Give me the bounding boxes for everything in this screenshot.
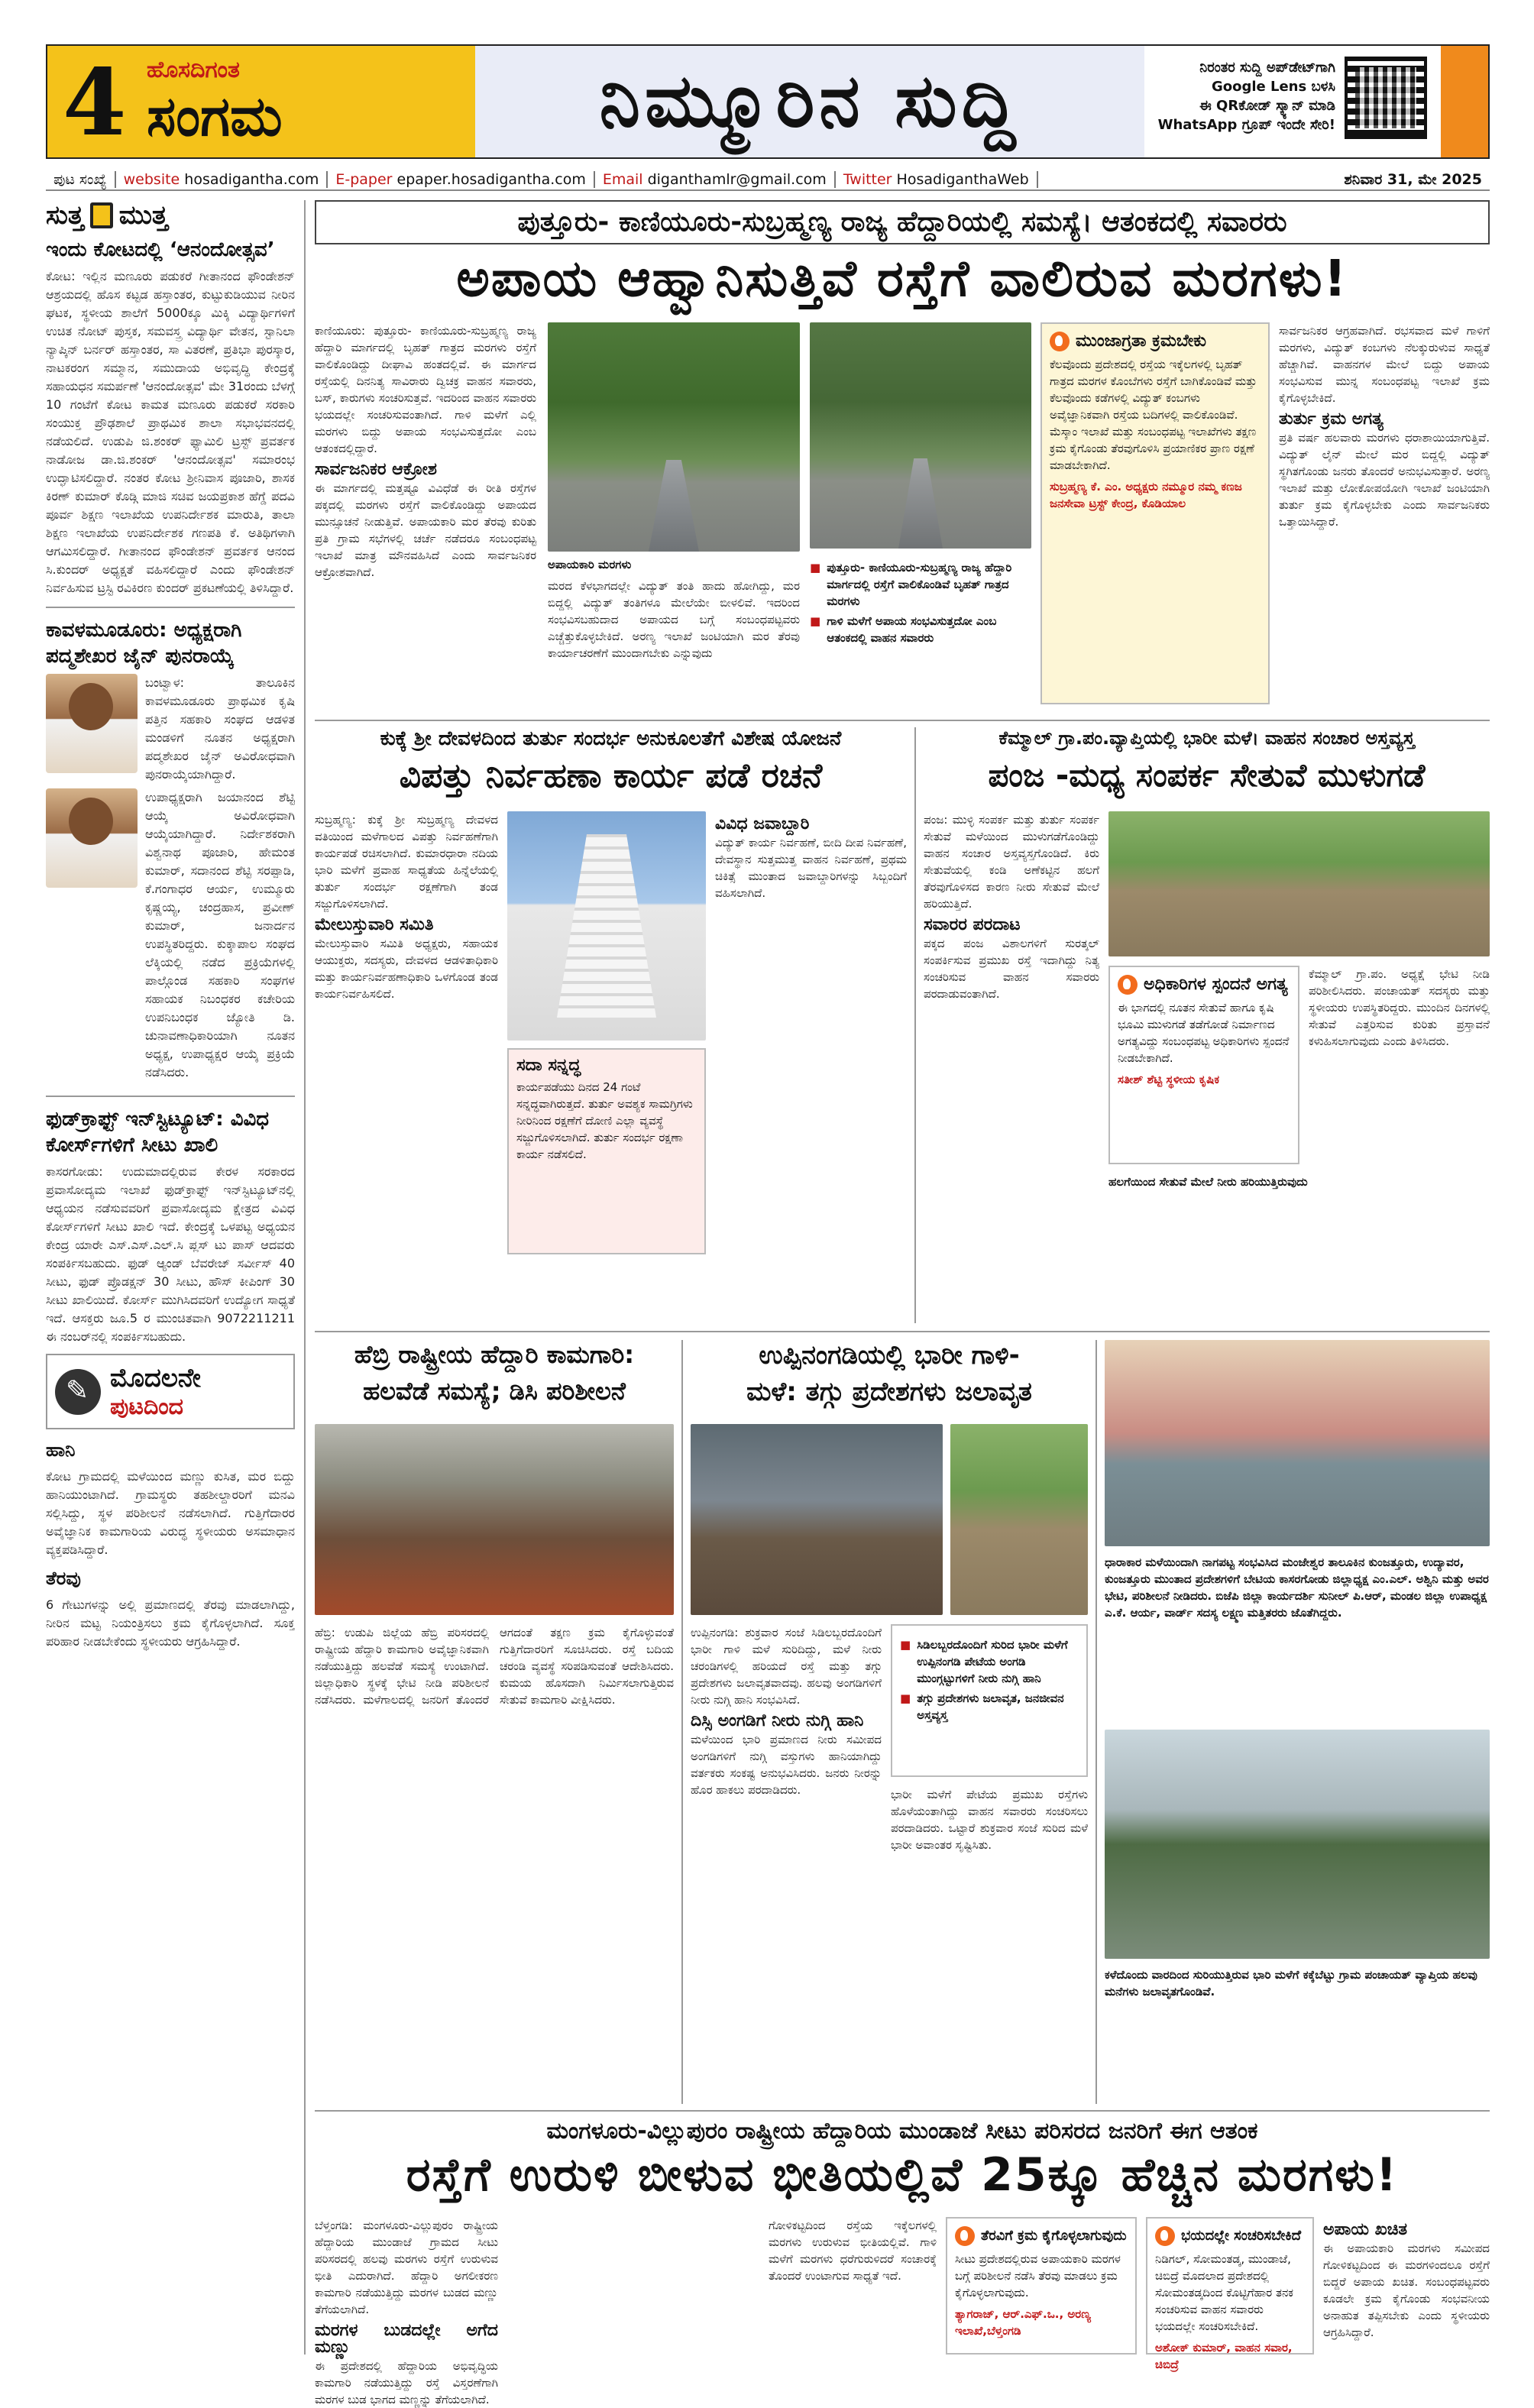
story-kicker: ಕುಕ್ಕೆ ಶ್ರೀ ದೇವಳದಿಂದ ತುರ್ತು ಸಂದರ್ಭ ಅನುಕೂಲತೆಗೆ ವಿಶೇಷ ಯೋಜನೆ [380,727,842,750]
website-label: website [123,171,180,188]
opinion-byline: ಸುಬ್ರಹ್ಮಣ್ಯ ಕೆ. ಎಂ. ಅಧ್ಯಕ್ಷರು ನಮ್ಮೂರ ನಮ್ಮ ಕಣಜ ಜನಸೇವಾ ಟ್ರಸ್ಟ್ ಕೇಂದ್ರ, ಕೊಡಿಯಾಲ [1050,480,1242,510]
officials-box-title-text: ಅಧಿಕಾರಿಗಳ ಸ್ಪಂದನೆ ಅಗತ್ಯ [1144,975,1288,994]
main-area [315,200,1490,2406]
story-text: ಉಪ್ಪಿನಂಗಡಿ: ಶುಕ್ರವಾರ ಸಂಜೆ ಸಿಡಿಲಬ್ಬರದೊಂದಿಗೆ ಭಾರೀ ಗಾಳಿ ಮಳೆ ಸುರಿದಿದ್ದು, ಮಳೆ ನೀರು ಚರಂಡಿಗಳಲ್ಲಿ ಹರಿಯದೆ ರಸ್ತೆ ಮತ್ತು ತಗ್ಗು ಪ್ರದೇಶಗಳು ಜಲಾವೃತವಾದವು. ಹಲವು ಅಂಗಡಿಗಳಿಗೆ ನೀರು ನುಗ್ಗಿ ಹಾನಿ ಸಂಭವಿಸಿದೆ. [691,1626,882,1707]
photo-caption: ಹಲಗೆಯಿಂದ ಸೇತುವೆ ಮೇಲೆ ನೀರು ಹರಿಯುತ್ತಿರುವುದು [1108,1175,1308,1189]
pull-quote-item: ■ ಪುತ್ತೂರು- ಕಾಣಿಯೂರು-ಸುಬ್ರಹ್ಮಣ್ಯ ರಾಜ್ಯ ಹೆದ್ದಾರಿ ಮಾರ್ಗದಲ್ಲಿ ರಸ್ತೆಗೆ ವಾಲಿಕೊಂಡಿವೆ ಬೃಹತ್ ಗಾತ್ರದ ಮರಗಳು [810,559,1031,610]
story-headline[interactable]: ಅಪಾಯ ಆಹ್ವಾನಿಸುತ್ತಿವೆ ರಸ್ತೆಗೆ ವಾಲಿರುವ ಮರಗಳು! [456,249,1348,308]
story-headline-2[interactable]: ಹಲವೆಡೆ ಸಮಸ್ಯೆ; ಡಿಸಿ ಪರಿಶೀಲನೆ [363,1377,626,1406]
quote-box-title-text: ಭಯದಲ್ಲೇ ಸಂಚರಿಸಬೇಕಿದೆ [1181,2228,1302,2244]
page-number: 4 [63,49,127,157]
story-text: ಸಾರ್ವಜನಿಕರ ಆಗ್ರಹವಾಗಿದೆ. ರಭಸವಾದ ಮಳೆ ಗಾಳಿಗೆ ಮರಗಳು, ವಿದ್ಯುತ್ ಕಂಬಗಳು ನೆಲಕ್ಕುರುಳುವ ಸಾಧ್ಯತೆ ಹೆಚ್ಚಾಗಿವೆ. ವಾಹನಗಳ ಮೇಲೆ ಬಿದ್ದು ಅಪಾಯ ಸಂಭವಿಸುವ ಮುನ್ನ ಸಂಬಂಧಪಟ್ಟ ಇಲಾಖೆ ಕ್ರಮ ಕೈಗೊಳ್ಳಬೇಕಿದೆ. [1279,324,1490,405]
flooded-bridge-photo [1108,811,1490,956]
left-story-body: 6 ಗೇಟುಗಳನ್ನು ಅಲ್ಲಿ ಪ್ರಮಾಣದಲ್ಲಿ ತೆರವು ಮಾಡಲಾಗಿದ್ದು, ನೀರಿನ ಮಟ್ಟ ನಿಯಂತ್ರಿಸಲು ಕ್ರಮ ಕೈಗೊಳ್ಳಲಾಗಿದೆ. ಸೂಕ್ತ ಪರಿಹಾರ ನೀಡಬೇಕೆಂದು ಸ್ಥಳೀಯರು ಆಗ್ರಹಿಸಿದ್ದಾರೆ. [46,1597,295,1649]
story-column: ಗೋಳಿಕಟ್ಟದಿಂದ ರಸ್ತೆಯ ಇಕ್ಕೆಲಗಳಲ್ಲಿ ಮರಗಳು ಉರುಳುವ ಭೀತಿಯಲ್ಲಿವೆ. ಗಾಳಿ ಮಳೆಗೆ ಮರಗಳು ಧರೆಗುರುಳಿದರೆ ಸಂಚಾರಕ್ಕೆ ತೊಂದರೆ ಉಂಟಾಗುವ ಸಾಧ್ಯತೆ ಇದೆ. [769,2219,937,2283]
flooded-fields-photo [1105,1730,1490,1959]
section-divider [914,727,916,1323]
portrait-photo [46,788,138,888]
story-column [315,811,498,1316]
issue-date: ಶನಿವಾರ 31, ಮೇ 2025 [1344,171,1482,188]
story-subhead: ವಿವಿಧ ಜವಾಬ್ದಾರಿ [715,814,810,833]
story-column [691,1624,882,2083]
left-story-body: ಕೋಟ ಗ್ರಾಮದಲ್ಲಿ ಮಳೆಯಿಂದ ಮಣ್ಣು ಕುಸಿತ, ಮರ ಬಿದ್ದು ಹಾನಿಯುಂಟಾಗಿದೆ. ಗ್ರಾಮಸ್ಥರು ತಹಶೀಲ್ದಾರರಿಗೆ ಮನವಿ ಸಲ್ಲಿಸಿದ್ದು, ಸ್ಥಳ ಪರಿಶೀಲನೆ ನಡೆಸಲಾಗಿದೆ. ಗುತ್ತಿಗೆದಾರರ ಅವೈಜ್ಞಾನಿಕ ಕಾಮಗಾರಿಯ ವಿರುದ್ಧ ಸ್ಥಳೀಯರು ಅಸಮಾಧಾನ ವ್ಯಕ್ತಪಡಿಸಿದ್ದಾರೆ. [46,1469,295,1557]
flood-visit-photo [1105,1340,1490,1546]
email-label: Email [602,171,643,188]
story-text: ಪ್ರತಿ ವರ್ಷ ಹಲವಾರು ಮರಗಳು ಧರಾಶಾಯಿಯಾಗುತ್ತಿವೆ. ವಿದ್ಯುತ್ ಲೈನ್ ಮೇಲೆ ಮರ ಬಿದ್ದಲ್ಲಿ ವಿದ್ಯುತ್ ಸ್ಥಗಿತಗೊಂಡು ಜನರು ತೊಂದರೆ ಅನುಭವಿಸುತ್ತಾರೆ. ಅರಣ್ಯ ಇಲಾಖೆ ಮತ್ತು ಲೋಕೋಪಯೋಗಿ ಇಲಾಖೆ ಜಂಟಿಯಾಗಿ ತುರ್ತು ಕ್ರಮ ಕೈಗೊಳ್ಳಬೇಕು ಎಂದು ಸಾರ್ವಜನಿಕರು ಒತ್ತಾಯಿಸಿದ್ದಾರೆ. [1279,431,1490,529]
pull-quote-item: ■ ಗಾಳಿ ಮಳೆಗೆ ಅಪಾಯ ಸಂಭವಿಸುತ್ತದೋ ಎಂಬ ಆತಂಕದಲ್ಲಿ ವಾಹನ ಸವಾರರು [810,613,1031,646]
official-quote-box [946,2217,1137,2355]
epaper-value: epaper.hosadigantha.com [396,171,586,188]
column-tag-a: ಸುತ್ತ [46,200,84,231]
website-link[interactable] [116,171,328,188]
masthead-brand-block [47,46,475,157]
story-headline[interactable]: ರಸ್ತೆಗೆ ಉರುಳಿ ಬೀಳುವ ಭೀತಿಯಲ್ಲಿವೆ 25ಕ್ಕೂ ಹೆಚ್ಚಿನ ಮರಗಳು! [406,2148,1399,2202]
epaper-link[interactable] [328,171,594,188]
quote-box-title [1155,2226,1305,2246]
quote-icon [1155,2226,1175,2246]
qr-note-line: WhatsApp ಗ್ರೂಪ್ ಇಂದೇ ಸೇರಿ! [1157,117,1335,133]
story-column: ಮರದ ಕೆಳಭಾಗದಲ್ಲೇ ವಿದ್ಯುತ್ ತಂತಿ ಹಾದು ಹೋಗಿದ್ದು, ಮರ ಬಿದ್ದಲ್ಲಿ ವಿದ್ಯುತ್ ತಂತಿಗಳೂ ಮೇಲೆಯೇ ಬೀಳಲಿವೆ. ಇದರಿಂದ ಸಂಭವಿಸಬಹುದಾದ ಅಪಾಯದ ಬಗ್ಗೆ ಸಂಬಂಧಪಟ್ಟವರು ಎಚ್ಚೆತ್ತುಕೊಳ್ಳಬೇಕಿದೆ. ಅರಣ್ಯ ಇಲಾಖೆ ಜಂಟಿಯಾಗಿ ಮರ ತೆರವು ಕಾರ್ಯಾಚರಣೆಗೆ ಮುಂದಾಗಬೇಕು ಎನ್ನುವುದು [548,579,800,660]
left-story-body: ಕಾಸರಗೋಡು: ಉದುಮಾದಲ್ಲಿರುವ ಕೇರಳ ಸರಕಾರದ ಪ್ರವಾಸೋದ್ಯಮ ಇಲಾಖೆ ಫುಡ್‌ಕ್ರಾಫ್ಟ್ ಇನ್‌ಸ್ಟಿಟ್ಯೂಟ್‌ನಲ್ಲಿ ಆಧ್ಯಯನ ನಡೆಸುವವರಿಗೆ ಪ್ರವಾಸೋದ್ಯಮ ಕ್ಷೇತ್ರದ ವಿವಿಧ ಕೋರ್ಸ್‌ಗಳಿಗೆ ಸೀಟು ಖಾಲಿ ಇದೆ. ಕೇಂದ್ರಕ್ಕೆ ಒಳಪಟ್ಟ ಅಧ್ಯಯನ ಕೇಂದ್ರ ಯಾರೇ ಎಸ್.ಎಸ್.ಎಲ್.ಸಿ ಪ್ಲಸ್ ಟು ಪಾಸ್ ಆದವರು ಸಂಪರ್ಕಿಸಬಹುದು. ಫುಡ್ ಆ್ಯಂಡ್ ಬೆವರೇಜ್ ಸರ್ವೀಸ್ 40 ಸೀಟು, ಫುಡ್ ಪ್ರೊಡಕ್ಷನ್ 30 ಸೀಟು, ಹೌಸ್ ಕೀಪಿಂಗ್ 30 ಸೀಟು ಖಾಲಿಯಿದೆ. ಕೋರ್ಸ್ ಮುಗಿಸಿದವರಿಗೆ ಉದ್ಯೋಗ ಸಾಧ್ಯತೆ ಇದೆ. ಆಸಕ್ತರು ಜೂ.5 ರ ಮುಂಚಿತವಾಗಿ 9072211211 ಈ ನಂಬರ್‌ನಲ್ಲಿ ಸಂಪರ್ಕಿಸಬಹುದು. [46,1164,295,1344]
story-text: ಪಂಜ: ಮುಳ್ಳಿ ಸಂಪರ್ಕ ಮತ್ತು ತುರ್ತು ಸಂಪರ್ಕ ಸೇತುವೆ ಮಳೆಯಿಂದ ಮುಳುಗಡೆಗೊಂಡಿದ್ದು ವಾಹನ ಸಂಚಾರ ಅಸ್ತವ್ಯಸ್ತಗೊಂಡಿದೆ. ಕಿರು ಸೇತುವೆಯಲ್ಲಿ ಕಂಡಿ ಅಣೆಕಟ್ಟಿನ ಹಲಗೆ ತೆರವುಗೊಳಿಸದ ಕಾರಣ ನೀರು ಸೇತುವೆ ಮೇಲೆ ಹರಿಯುತ್ತಿದೆ. [924,813,1099,911]
story-text: ಬೆಳ್ತಂಗಡಿ: ಮಂಗಳೂರು-ವಿಲ್ಲುಪುರಂ ರಾಷ್ಟ್ರೀಯ ಹೆದ್ದಾರಿಯ ಮುಂಡಾಜೆ ಗ್ರಾಮದ ಸೀಟು ಪರಿಸರದಲ್ಲಿ ಹಲವು ಮರಗಳು ರಸ್ತೆಗೆ ಉರುಳುವ ಭೀತಿ ಎದುರಾಗಿದೆ. ಹೆದ್ದಾರಿ ಅಗಲೀಕರಣ ಕಾಮಗಾರಿ ನಡೆಯುತ್ತಿದ್ದು ಮರಗಳ ಬುಡದ ಮಣ್ಣು ತೆಗೆಯಲಾಗಿದೆ. [315,2219,498,2316]
column-tag [46,200,295,231]
email-link[interactable] [595,171,836,188]
story-column [1323,2217,1490,2355]
officials-box [1108,966,1299,1164]
story-column [1279,322,1490,704]
opinion-title [1050,332,1261,351]
left-story-headline[interactable]: ಹಾನಿ [46,1439,76,1461]
left-story-headline[interactable]: ಇಂದು ಕೋಟದಲ್ಲಿ ‘ಆನಂದೋತ್ಸವ’ [46,238,275,261]
book-icon [90,202,113,228]
twitter-value: HosadiganthaWeb [896,171,1029,188]
story-column: ಕೆಮ್ಮಾಲ್ ಗ್ರಾ.ಪಂ. ಅಧ್ಯಕ್ಷೆ ಭೇಟಿ ನೀಡಿ ಪರಿಶೀಲಿಸಿದರು. ಪಂಚಾಯತ್ ಸದಸ್ಯರು ಮತ್ತು ಸ್ಥಳೀಯರು ಉಪಸ್ಥಿತರಿದ್ದರು. ಮುಂದಿನ ದಿನಗಳಲ್ಲಿ ಸೇತುವೆ ಎತ್ತರಿಸುವ ಕುರಿತು ಪ್ರಸ್ತಾವನೆ ಕಳುಹಿಸಲಾಗುವುದು ಎಂದು ತಿಳಿಸಿದರು. [1309,967,1490,1048]
photo-caption: ಕಳೆದೊಂದು ವಾರದಿಂದ ಸುರಿಯುತ್ತಿರುವ ಭಾರಿ ಮಳೆಗೆ ಕಕ್ಕೆಬೆಟ್ಟು ಗ್ರಾಮ ಪಂಚಾಯತ್ ವ್ಯಾಪ್ತಿಯ ಹಲವು ಮನೆಗಳು ಜಲಾವೃತಗೊಂಡಿವೆ. [1105,1968,1477,1999]
left-column [46,200,306,2355]
story-column [315,2217,498,2406]
divider [46,607,295,608]
temple-photo [507,811,706,1041]
qr-note [1152,58,1335,134]
inspection-photo [315,1424,674,1615]
story-uppinangady-rain [691,1340,1088,2104]
story-subhead: ಮೇಲುಸ್ತುವಾರಿ ಸಮಿತಿ [315,915,434,934]
continued-title: ಮೊದಲನೇ [110,1363,201,1393]
story-text: ಕಾಣಿಯೂರು: ಪುತ್ತೂರು- ಕಾಣಿಯೂರು-ಸುಬ್ರಹ್ಮಣ್ಯ ರಾಜ್ಯ ಹೆದ್ದಾರಿ ಮಾರ್ಗದಲ್ಲಿ ಬೃಹತ್ ಗಾತ್ರದ ಮರಗಳು ರಸ್ತೆಗೆ ವಾಲಿಕೊಂಡಿದ್ದು ದೀಘಾವಿ ಹಂತದಲ್ಲಿವೆ. ಈ ಮಾರ್ಗದ ರಸ್ತೆಯಲ್ಲಿ ದಿನನಿತ್ಯ ಸಾವಿರಾರು ದ್ವಿಚಕ್ರ ವಾಹನ ಸವಾರರು, ಬಸ್, ಕಾರುಗಳು ಸಂಚರಿಸುತ್ತವೆ. ಇದರಿಂದ ವಾಹನ ಸವಾರರು ಭಯದಲ್ಲೇ ಸಂಚರಿಸುವಂತಾಗಿದೆ. ಗಾಳಿ ಮಳೆಗೆ ಎಲ್ಲಿ ಮರಗಳು ಬಿದ್ದು ಅಪಾಯ ಸಂಭವಿಸುತ್ತದೋ ಎಂಬ ಆತಂಕದಲ್ಲಿದ್ದಾರೆ. [315,324,536,455]
story-kasaragod-visit [1105,1340,1490,2104]
story-subhead: ಸಾರ್ವಜನಿಕರ ಆಕ್ರೋಶ [315,460,437,479]
qr-note-line: ನಿರಂತರ ಸುದ್ದಿ ಅಪ್‌ಡೇಟ್‌ಗಾಗಿ [1199,60,1335,76]
story-subhead: ಮರಗಳ ಬುಡದಲ್ಲೇ ಅಗೆದ ಮಣ್ಣು [315,2321,498,2357]
left-story-body: ಬಂಟ್ವಾಳ: ತಾಲೂಕಿನ ಕಾವಳಮೂಡೂರು ಪ್ರಾಥಮಿಕ ಕೃಷಿ ಪತ್ತಿನ ಸಹಕಾರಿ ಸಂಘದ ಆಡಳಿತ ಮಂಡಳಿಗೆ ನೂತನ ಅಧ್ಯಕ್ಷರಾಗಿ ಪದ್ಮಶೇಖರ ಜೈನ್ ಅವಿರೋಧವಾಗಿ ಪುನರಾಯ್ಕೆಯಾಗಿದ್ದಾರೆ. [145,675,295,782]
section-label: ಪುಟ ಸಂಖ್ಯೆ [46,171,116,188]
story-headline[interactable]: ಪಂಜ -ಮಧ್ಯ ಸಂಪರ್ಕ ಸೇತುವೆ ಮುಳುಗಡೆ [988,756,1426,794]
story-kicker: ಕೆಮ್ಮಾಲ್ ಗ್ರಾ.ಪಂ.ವ್ಯಾಪ್ತಿಯಲ್ಲಿ ಭಾರೀ ಮಳೆ। ವಾಹನ ಸಂಚಾರ ಅಸ್ತವ್ಯಸ್ತ [998,727,1415,749]
story-mundaje-trees [315,2118,1490,2406]
opinion-title-text: ಮುಂಜಾಗ್ರತಾ ಕ್ರಮಬೇಕು [1076,332,1207,351]
twitter-label: Twitter [843,171,892,188]
story-text: ಮಳೆಯಿಂದ ಭಾರಿ ಪ್ರಮಾಣದ ನೀರು ಸಮೀಪದ ಅಂಗಡಿಗಳಿಗೆ ನುಗ್ಗಿ ವಸ್ತುಗಳು ಹಾನಿಯಾಗಿದ್ದು ವರ್ತಕರು ಸಂಕಷ್ಟ ಅನುಭವಿಸಿದರು. ಜನರು ನೀರನ್ನು ಹೊರ ಹಾಕಲು ಪರದಾಡಿದರು. [691,1733,882,1797]
waterlogged-road-photo [950,1424,1088,1615]
brand-big: ಸಂಗಮ [147,84,283,148]
story-text: ಮೇಲುಸ್ತುವಾರಿ ಸಮಿತಿ ಅಧ್ಯಕ್ಷರು, ಸಹಾಯಕ ಆಯುಕ್ತರು, ಸದಸ್ಯರು, ದೇವಳದ ಆಡಳಿತಾಧಿಕಾರಿ ಮತ್ತು ಕಾರ್ಯನಿರ್ವಹಣಾಧಿಕಾರಿ ಒಳಗೊಂಡ ತಂಡ ಕಾರ್ಯನಿರ್ವಹಿಸಲಿದೆ. [315,937,498,1001]
page-title: ನಿಮ್ಮೂರಿನ ಸುದ್ದಿ [599,58,1021,144]
info-box-text: ಕಾರ್ಯಪಡೆಯು ದಿನದ 24 ಗಂಟೆ ಸನ್ನದ್ಧವಾಗಿರುತ್ತದೆ. ತುರ್ತು ಅವಶ್ಯಕ ಸಾಮಗ್ರಿಗಳು ನೀರಿನಿಂದ ರಕ್ಷಣೆಗೆ ದೋಣಿ ಎಲ್ಲಾ ವ್ಯವಸ್ಥೆ ಸಜ್ಜುಗೊಳಿಸಲಾಗಿದೆ. ತುರ್ತು ಸಂದರ್ಭ ರಕ್ಷಣಾ ಕಾರ್ಯ ನಡೆಸಲಿದೆ. [516,1080,693,1161]
left-story-headline[interactable]: ತೆರವು [46,1568,81,1589]
photo-row [46,788,295,1086]
quote-icon [955,2226,975,2246]
officials-box-byline: ಸತೀಶ್ ಶೆಟ್ಟಿ ಸ್ಥಳೀಯ ಕೃಷಿಕ [1118,1073,1220,1086]
qr-note-line: ಈ QRಕೋಡ್ ಸ್ಕ್ಯಾನ್ ಮಾಡಿ [1199,98,1335,114]
story-kicker: ಪುತ್ತೂರು- ಕಾಣಿಯೂರು-ಸುಬ್ರಹ್ಮಣ್ಯ ರಾಜ್ಯ ಹೆದ್ದಾರಿಯಲ್ಲಿ ಸಮಸ್ಯೆ। ಆತಂಕದಲ್ಲಿ ಸವಾರರು [315,200,1490,244]
qr-code-icon[interactable] [1345,57,1427,139]
story-subhead: ದಿಸ್ಸಿ ಅಂಗಡಿಗೆ ನೀರು ನುಗ್ಗಿ ಹಾನಿ [691,1711,864,1730]
story-column [924,811,1099,1316]
email-value: diganthamlr@gmail.com [647,171,827,188]
masthead-title-block [475,46,1144,157]
story-subhead: ಸವಾರರ ಪರದಾಟ [924,915,1021,934]
story-subhead: ತುರ್ತು ಕ್ರಮ ಅಗತ್ಯ [1279,409,1384,429]
left-story-headline[interactable]: ಕಾವಳಮೂಡೂರು: ಅಧ್ಯಕ್ಷರಾಗಿ ಪದ್ಮಶೇಖರ ಜೈನ್ ಪುನರಾಯ್ಕೆ [46,619,242,668]
story-column [715,811,907,1316]
officials-box-title [1118,975,1290,995]
quote-box-title-text: ತೆರವಿಗೆ ಕ್ರಮ ಕೈಗೊಳ್ಳಲಾಗುವುದು [981,2228,1127,2244]
section-divider [315,1331,1490,1332]
masthead-qr-block [1144,46,1488,157]
section-divider [315,2110,1490,2112]
divider [46,1096,295,1097]
epaper-label: E-paper [335,171,393,188]
highlight-item: ■ ತಗ್ಗು ಪ್ರದೇಶಗಳು ಜಲಾವೃತ, ಜನಜೀವನ ಅಸ್ತವ್ಯಸ್ತ [900,1690,1079,1723]
section-divider [315,720,1490,721]
story-text: ವಿದ್ಯುತ್ ಕಾರ್ಯ ನಿರ್ವಹಣೆ, ಬೀದಿ ದೀಪ ನಿರ್ವಹಣೆ, ದೇವಸ್ಥಾನ ಸುತ್ತಮುತ್ತ ವಾಹನ ನಿರ್ವಹಣೆ, ಪ್ರಥಮ ಚಿಕಿತ್ಸೆ ಮುಂತಾದ ಜವಾಬ್ದಾರಿಗಳನ್ನು ಸಿಬ್ಬಂದಿಗೆ ವಹಿಸಲಾಗಿದೆ. [715,836,907,900]
section-divider [1095,1340,1097,2104]
story-headline[interactable]: ಹೆಬ್ರಿ ರಾಷ್ಟ್ರೀಯ ಹೆದ್ದಾರಿ ಕಾಮಗಾರಿ: [354,1340,635,1369]
story-dangerous-trees [315,200,1490,712]
story-text: ಸುಬ್ರಹ್ಮಣ್ಯ: ಕುಕ್ಕೆ ಶ್ರೀ ಸುಬ್ರಹ್ಮಣ್ಯ ದೇವಳದ ವತಿಯಿಂದ ಮಳೆಗಾಲದ ವಿಪತ್ತು ನಿರ್ವಹಣೆಗಾಗಿ ಕಾರ್ಯಪಡೆ ರಚಿಸಲಾಗಿದೆ. ಕುಮಾರಧಾರಾ ನದಿಯ ಭಾರಿ ಮಳೆಗೆ ಪ್ರವಾಹ ಸಾಧ್ಯತೆಯ ಹಿನ್ನೆಲೆಯಲ್ಲಿ ತುರ್ತು ಸಂದರ್ಭ ರಕ್ಷಣೆಗಾಗಿ ತಂಡ ಸಜ್ಜುಗೊಳಿಸಲಾಗಿದೆ. [315,813,498,911]
front-page-continued [46,1354,295,1429]
quote-box-byline: ಅಶೋಕ್ ಕುಮಾರ್, ವಾಹನ ಸವಾರ, ಚಿಬಿದ್ರೆ [1155,2341,1293,2371]
quote-box-text: ನಿಡಿಗಲ್, ಸೋಮಂತಡ್ಕ, ಮುಂಡಾಜೆ, ಚಿಬಿದ್ರೆ ಮೊದಲಾದ ಪ್ರದೇಶದಲ್ಲಿ ಸೋಮಂತಡ್ಕದಿಂದ ಕೊಟ್ಟಿಗೆಹಾರ ತನಕ ಸಂಚರಿಸುವ ವಾಹನ ಸವಾರರು ಭಯದಲ್ಲೇ ಸಂಚರಿಸಬೇಕಿದೆ. [1155,2252,1294,2333]
brand-small: ಹೊಸದಿಗಂತ [147,57,240,83]
quote-box-title [955,2226,1128,2246]
story-headline-2[interactable]: ಮಳೆ: ತಗ್ಗು ಪ್ರದೇಶಗಳು ಜಲಾವೃತ [746,1377,1032,1407]
flooded-street-photo [691,1424,943,1615]
highlights-box [891,1624,1088,1777]
quote-box-byline: ತ್ಯಾಗರಾಜ್, ಆರ್.ಎಫ್.ಒ., ಅರಣ್ಯ ಇಲಾಖೆ,ಬೆಳ್ತಂಗಡಿ [955,2307,1091,2338]
opinion-text: ಕೆಲವೊಂದು ಪ್ರದೇಶದಲ್ಲಿ ರಸ್ತೆಯ ಇಕ್ಕೆಲಗಳಲ್ಲಿ ಬೃಹತ್ ಗಾತ್ರದ ಮರಗಳ ಕೊಂಬೆಗಳು ರಸ್ತೆಗೆ ಬಾಗಿಕೊಂಡಿವೆ ಮತ್ತು ಕೆಲವೊಂದು ಕಡೆಗಳಲ್ಲಿ ವಿದ್ಯುತ್ ಕಂಬಗಳು ಅವೈಜ್ಞಾನಿಕವಾಗಿ ರಸ್ತೆಯ ಬದಿಗಳಲ್ಲಿ ವಾಲಿಕೊಂಡಿವೆ. ಮೆಸ್ಕಾಂ ಇಲಾಖೆ ಮತ್ತು ಸಂಬಂಧಪಟ್ಟ ಇಲಾಖೆಗಳು ತಕ್ಷಣ ಕ್ರಮ ಕೈಗೊಂಡು ತೆರವುಗೊಳಿಸಿ ಪ್ರಯಾಣಿಕರ ಪ್ರಾಣ ರಕ್ಷಣೆ ಮಾಡಬೇಕಾಗಿದೆ. [1050,358,1257,472]
photo-caption: ಅಪಾಯಕಾರಿ ಮರಗಳು [548,558,632,571]
website-value: hosadigantha.com [184,171,319,188]
left-story-body: ಕೋಟ: ಇಲ್ಲಿನ ಮಣೂರು ಪಡುಕರೆ ಗೀತಾನಂದ ಫೌಂಡೇಶನ್ ಆಶ್ರಯದಲ್ಲಿ ಹೊಸ ಕಟ್ಟಡ ಹಸ್ತಾಂತರ, ಕುಟ್ಟುಕುಡಿಯುವ ನೀರಿನ ಘಟಕ, ಸ್ಥಳೀಯ ಶಾಲೆಗೆ 5000ಕ್ಕೂ ಮಿಕ್ಕಿ ವಿದ್ಯಾರ್ಥಿಗಳಿಗೆ ಉಚಿತ ನೋಟ್ ಪುಸ್ತಕ, ಸಮವಸ್ತ್ರ ವಿದ್ಯಾರ್ಥಿ ವೇತನ, ಸ್ಟಾನಿಲಾ ನ್ಯಾಪ್ಕಿನ್ ಬರ್ನರ್ ಹಸ್ತಾಂತರ, ಸಾ ವಿತರಣೆ, ಪ್ರತಿಭಾ ಪುರಸ್ಕಾರ, ನಾಟಕರಂಗ ಸಮ್ಮಾನ, ಸಮುದಾಯ ಅಭಿವೃದ್ಧಿ ಕೇಂದ್ರಕ್ಕೆ ಸಹಾಯಧನ ಸಮರ್ಪಣೆ 'ಆನಂದೋತ್ಸವ' ಮೇ 31ರಂದು ಬೆಳಗ್ಗೆ 10 ಗಂಟೆಗೆ ಕೋಟ ಕಾಮತ ಮಣೂರು ಪಡುಕರೆ ಸರಕಾರಿ ಸಂಯುಕ್ತ ಪ್ರೌಢಶಾಲೆ ಪ್ರಾಥಮಿಕ ಶಾಲಾ ಸಭಾಭವನದಲ್ಲಿ ನಡೆಯಲಿದೆ. ಉಡುಪಿ ಜಿ.ಶಂಕರ್ ಫ್ಯಾಮಿಲಿ ಟ್ರಸ್ಟ್ ಪ್ರವರ್ತಕ ನಾಡೋಜ ಡಾ.ಜಿ.ಶಂಕರ್ 'ಆನಂದೋತ್ಸವ' ಸಮಾರಂಭ ಉದ್ಘಾಟಿಸಲಿದ್ದಾರೆ. ನಂತರ ಕೋಟ ಶ್ರೀನಿವಾಸ ಪೂಜಾರಿ, ಶಾಸಕ ಕಿರಣ್ ಕುಮಾರ್ ಕೊಡ್ಗಿ ಮಾಜಿ ಸಚಿವ ಜಯಪ್ರಕಾಶ ಹೆಗ್ಡೆ ಪದವಿ ಪೂರ್ವ ಶಿಕ್ಷಣ ಇಲಾಖೆಯ ಉಪನಿರ್ದೇಶಕ ಮಾರುತಿ, ತಾಲಾ ಶಿಕ್ಷಣ ಇಲಾಖೆಯ ಉಪನಿರ್ದೇಶಕ ಗಣಪತಿ ಕೆ. ಅತಿಥಿಗಳಾಗಿ ಆಗಮಿಸಲಿದ್ದಾರೆ. ಗೀತಾನಂದ ಫೌಂಡೇಶನ್ ಪ್ರವರ್ತಕ ಆನಂದ ಸಿ.ಕುಂದರ್ ಅಧ್ಯಕ್ಷತೆ ವಹಿಸಲಿದ್ದಾರೆ ಎಂದು ಫೌಂಡೇಶನ್ ನಿರ್ವಹಿಸುವ ಟ್ರಸ್ಟಿ ರವಿಕಿರಣ ಕುಂದರ್ ಪ್ರಕಟಣೆಯಲ್ಲಿ ತಿಳಿಸಿದ್ದಾರೆ. [46,269,295,595]
opinion-box [1040,322,1270,704]
story-headline[interactable]: ಉಪ್ಪಿನಂಗಡಿಯಲ್ಲಿ ಭಾರೀ ಗಾಳಿ- [759,1340,1020,1371]
masthead [46,44,1490,159]
pencil-icon [55,1369,101,1415]
story-bridge-submerged [924,727,1490,1323]
story-text: ಪಕ್ಕದ ಪಂಜ ವಿಶಾಲಗಳಿಗೆ ಸುರತ್ಕಲ್ ಸಂಪರ್ಕಿಸುವ ಪ್ರಮುಖ ರಸ್ತೆ ಇದಾಗಿದ್ದು ನಿತ್ಯ ಸಂಚರಿಸುವ ವಾಹನ ಸವಾರರು ಪರದಾಡುವಂತಾಗಿದೆ. [924,937,1099,1001]
quote-icon [1050,332,1070,351]
info-box [507,1048,706,1254]
rider-quote-box [1146,2217,1314,2371]
info-box-title: ಸದಾ ಸನ್ನದ್ಧ [516,1056,581,1075]
story-kicker: ಮಂಗಳೂರು-ವಿಲ್ಲುಪುರಂ ರಾಷ್ಟ್ರೀಯ ಹೆದ್ದಾರಿಯ ಮುಂಡಾಜೆ ಸೀಟು ಪರಿಸರದ ಜನರಿಗೆ ಈಗ ಆತಂಕ [546,2118,1258,2144]
story-column: ಭಾರೀ ಮಳೆಗೆ ಪೇಟೆಯ ಪ್ರಮುಖ ರಸ್ತೆಗಳು ಹೊಳೆಯಂತಾಗಿದ್ದು ವಾಹನ ಸವಾರರು ಸಂಚರಿಸಲು ಪರದಾಡಿದರು. ಒಟ್ಟಾರೆ ಶುಕ್ರವಾರ ಸಂಜೆ ಸುರಿದ ಮಳೆ ಭಾರೀ ಅವಾಂತರ ಸೃಷ್ಟಿಸಿತು. [891,1788,1088,1852]
story-text: ಈ ಪ್ರದೇಶದಲ್ಲಿ ಹೆದ್ದಾರಿಯ ಅಭಿವೃದ್ಧಿಯ ಕಾಮಗಾರಿ ನಡೆಯುತ್ತಿದ್ದು ರಸ್ತೆ ವಿಸ್ತರಣೆಗಾಗಿ ಮರಗಳ ಬುಡ ಭಾಗದ ಮಣ್ಣನ್ನು ತೆಗೆಯಲಾಗಿದೆ. [315,2359,498,2406]
section-divider [681,1340,683,2104]
story-text: ಈ ಅಪಾಯಕಾರಿ ಮರಗಳು ಸಮೀಪದ ಗೋಳಿಕಟ್ಟದಿಂದ ಈ ಮರಗಳಿಂದಲೂ ರಸ್ತೆಗೆ ಬಿದ್ದರೆ ಅಪಾಯ ಖಚಿತ. ಸಂಬಂಧಪಟ್ಟವರು ಕೂಡಲೇ ಕ್ರಮ ಕೈಗೊಂಡು ಸಂಭವನೀಯ ಅನಾಹುತ ತಪ್ಪಿಸಬೇಕು ಎಂದು ಸ್ಥಳೀಯರು ಆಗ್ರಹಿಸಿದ್ದಾರೆ. [1323,2241,1490,2339]
left-story-body: ಉಪಾಧ್ಯಕ್ಷರಾಗಿ ಜಯಾನಂದ ಶೆಟ್ಟಿ ಆಯ್ಕೆ ಅವಿರೋಧವಾಗಿ ಆಯ್ಕೆಯಾಗಿದ್ದಾರೆ. ನಿರ್ದೇಶಕರಾಗಿ ವಿಶ್ವನಾಥ ಪೂಜಾರಿ, ಹೇಮಂತ ಕುಮಾರ್, ಸದಾನಂದ ಶೆಟ್ಟಿ ಸರಪ್ಪಾಡಿ, ಕೆ.ಗಂಗಾಧರ ಆರ್ಯ, ಉಮ್ಮೂರು ಕೃಷ್ಣಯ್ಯ, ಚಂದ್ರಹಾಸ, ಪ್ರವೀಣ್ ಕುಮಾರ್, ಜನಾರ್ದನ ಉಪಸ್ಥಿತರಿದ್ದರು. ಕುಕ್ಕಾಪಾಲ ಸಂಘದ ಲೆಕ್ಕಿಯಲ್ಲಿ ನಡೆದ ಪ್ರಕ್ರಿಯೆಗಳಲ್ಲಿ ಪಾಲ್ಗೊಂಡ ಸಹಕಾರಿ ಸಂಘಗಳ ಸಹಾಯಕ ನಿಬಂಧಕರ ಕಚೇರಿಯ ಉಪನಿಬಂಧಕ ಜ್ಯೋತಿ ಡಿ. ಚುನಾವಣಾಧಿಕಾರಿಯಾಗಿ ನೂತನ ಅಧ್ಯಕ್ಷ, ಉಪಾಧ್ಯಕ್ಷರ ಆಯ್ಕೆ ಪ್ರಕ್ರಿಯೆ ನಡೆಸಿದರು. [145,790,295,1079]
photo-caption: ಧಾರಾಕಾರ ಮಳೆಯಿಂದಾಗಿ ನಾಗಪಟ್ಟ ಸಂಭವಿಸಿದ ಮಂಜೇಶ್ವರ ತಾಲೂಕಿನ ಕುಂಜತ್ತೂರು, ಉದ್ಯಾವರ, ಕುಂಜತ್ತೂರು ಮುಂತಾದ ಪ್ರದೇಶಗಳಿಗೆ ಬೇಟಿಯ ಕಾಸರಗೋಡು ಜಿಲ್ಲಾಧ್ಯಕ್ಷ ಎಂ.ಎಲ್. ಅಶ್ವಿನಿ ಮತ್ತು ಅವರ ಭೇಟಿ, ಪರಿಶೀಲನೆ ನೀಡಿದರು. ಬಿಜೆಪಿ ಜಿಲ್ಲಾ ಕಾರ್ಯದರ್ಶಿ ಸುನೀಲ್ ಪಿ.ಆರ್, ಮಂಡಲ ಜಿಲ್ಲಾ ಉಪಾಧ್ಯಕ್ಷ ಎ.ಕೆ. ಆರ್ಯ, ವಾರ್ಡ್ ಸದಸ್ಯ ಲಕ್ಷ್ಮಣ ಮತ್ತಿತರರು ಜೊತೆಗಿದ್ದರು. [1105,1555,1489,1620]
story-column: ಹೆಬ್ರಿ: ಉಡುಪಿ ಜಿಲ್ಲೆಯ ಹೆಬ್ರಿ ಪರಿಸರದಲ್ಲಿ ರಾಷ್ಟ್ರೀಯ ಹೆದ್ದಾರಿ ಕಾಮಗಾರಿ ಅವೈಜ್ಞಾನಿಕವಾಗಿ ನಡೆಯುತ್ತಿದ್ದು ಹಲವೆಡೆ ಸಮಸ್ಯೆ ಉಂಟಾಗಿದೆ. ಜಿಲ್ಲಾಧಿಕಾರಿ ಸ್ಥಳಕ್ಕೆ ಭೇಟಿ ನೀಡಿ ಪರಿಶೀಲನೆ ನಡೆಸಿದರು. ಮಳೆಗಾಲದಲ್ಲಿ ಜನರಿಗೆ ತೊಂದರೆ ಆಗದಂತೆ ತಕ್ಷಣ ಕ್ರಮ ಕೈಗೊಳ್ಳುವಂತೆ ಗುತ್ತಿಗೆದಾರರಿಗೆ ಸೂಚಿಸಿದರು. ರಸ್ತೆ ಬದಿಯ ಚರಂಡಿ ವ್ಯವಸ್ಥೆ ಸರಿಪಡಿಸುವಂತೆ ಆದೇಶಿಸಿದರು. ಕುಮಯ ಹೊಸದಾಗಿ ನಿರ್ಮಿಸಲಾಗುತ್ತಿರುವ ಸೇತುವೆ ಕಾಮಗಾರಿ ವೀಕ್ಷಿಸಿದರು. [315,1626,674,1707]
story-headline[interactable]: ವಿಪತ್ತು ನಿರ್ವಹಣಾ ಕಾರ್ಯ ಪಡೆ ರಚನೆ [399,756,823,795]
trees-road-photo [548,322,800,552]
portrait-photo [46,674,138,773]
trees-road-photo-2 [810,322,1031,549]
story-subhead: ಅಪಾಯ ಖಚಿತ [1323,2220,1408,2239]
continued-sub: ಪುಟದಿಂದ [110,1393,184,1420]
left-story-headline[interactable]: ಫುಡ್‌ಕ್ರಾಫ್ಟ್ ಇನ್‌ಸ್ಟಿಟ್ಯೂಟ್: ವಿವಿಧ ಕೋರ್ಸ್‌ಗಳಿಗೆ ಸೀಟು ಖಾಲಿ [46,1108,270,1157]
officials-box-text: ಈ ಭಾಗದಲ್ಲಿ ನೂತನ ಸೇತುವೆ ಹಾಗೂ ಕೃಷಿ ಭೂಮಿ ಮುಳುಗಡೆ ತಡೆಗೋಡೆ ನಿರ್ಮಾಣದ ಅಗತ್ಯವಿದ್ದು ಸಂಬಂಧಪಟ್ಟ ಅಧಿಕಾರಿಗಳು ಸ್ಪಂದನೆ ನೀಡಬೇಕಾಗಿದೆ. [1118,1001,1290,1065]
photo-row [46,674,295,784]
pull-quote [810,556,1031,701]
quote-icon [1118,975,1138,995]
story-column [315,322,536,704]
highlight-item: ■ ಸಿಡಿಲಬ್ಬರದೊಂದಿಗೆ ಸುರಿದ ಭಾರೀ ಮಳೆಗೆ ಉಪ್ಪಿನಂಗಡಿ ಪೇಟೆಯ ಅಂಗಡಿ ಮುಂಗ್ಗಟ್ಟುಗಳಿಗೆ ನೀರು ನುಗ್ಗಿ ಹಾನಿ [900,1636,1079,1687]
masthead-accent [1441,46,1488,157]
twitter-link[interactable] [836,171,1038,188]
qr-note-line: Google Lens ಬಳಸಿ [1211,79,1335,95]
quote-box-text: ಸೀಟು ಪ್ರದೇಶದಲ್ಲಿರುವ ಅಪಾಯಕಾರಿ ಮರಗಳ ಬಗ್ಗೆ ಪರಿಶೀಲನೆ ನಡೆಸಿ ತೆರವು ಮಾಡಲು ಕ್ರಮ ಕೈಗೊಳ್ಳಲಾಗುವುದು. [955,2252,1121,2300]
info-bar [46,170,1490,191]
story-hebri-highway [315,1340,674,2104]
story-text: ಈ ಮಾರ್ಗದಲ್ಲಿ ಮತ್ತಷ್ಟೂ ವಿವಿಧೆಡೆ ಈ ರೀತಿ ರಸ್ತೆಗಳ ಪಕ್ಕದಲ್ಲಿ ಮರಗಳು ರಸ್ತೆಗೆ ವಾಲಿಕೊಂಡಿದ್ದು ಅಪಾಯದ ಮುನ್ಸೂಚನೆ ನೀಡುತ್ತಿವೆ. ಅಪಾಯಕಾರಿ ಮರ ತೆರವು ಕುರಿತು ಪ್ರತಿ ಗ್ರಾಮ ಸಭೆಗಳಲ್ಲಿ ಚರ್ಚೆ ನಡೆದರೂ ಸಂಬಂಧಪಟ್ಟ ಇಲಾಖೆ ಮಾತ್ರ ಮೌನವಹಿಸಿದೆ ಎಂದು ಸಾರ್ವಜನಿಕರ ಆಕ್ರೋಶವಾಗಿದೆ. [315,481,536,579]
story-disaster-team [315,727,907,1323]
column-tag-b: ಮುತ್ತ [118,200,168,231]
